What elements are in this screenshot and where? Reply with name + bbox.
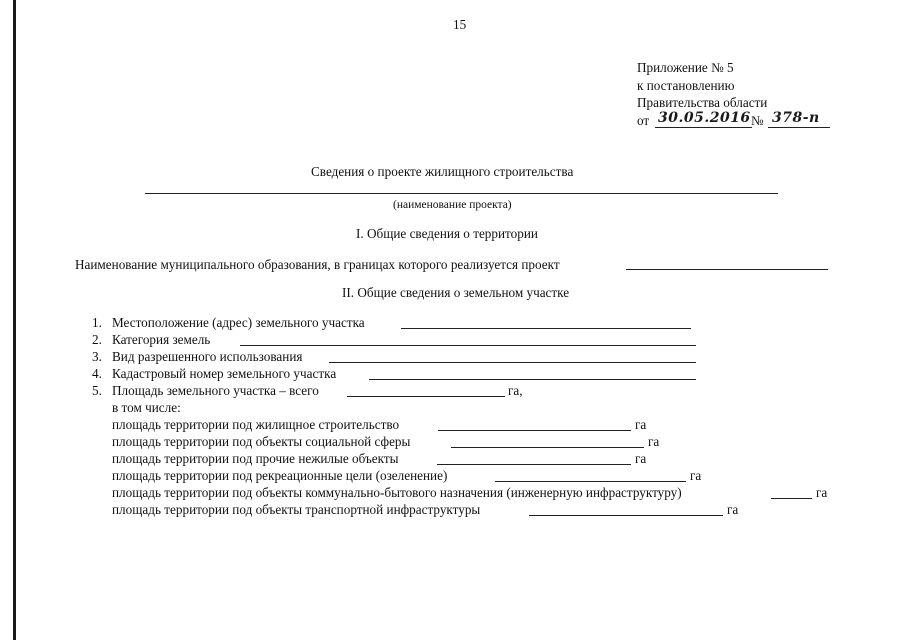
recreation-area-label: площадь территории под рекреационные цели (озеленение): [112, 468, 448, 483]
location-label: Местоположение (адрес) земельного участка: [112, 315, 365, 330]
permitted-use-field-line[interactable]: [329, 362, 696, 363]
item-number: 3.: [92, 349, 102, 364]
handwritten-date: 30.05.2016: [658, 110, 751, 126]
page-number: 15: [453, 17, 467, 32]
utility-area-label: площадь территории под объекты коммунально-бытового назначения (инженерную инфраструктуру): [112, 485, 682, 500]
social-area-field-line[interactable]: [451, 447, 644, 448]
transport-area-unit: га: [727, 502, 739, 517]
project-name-caption: (наименование проекта): [393, 199, 512, 211]
item-number: 4.: [92, 366, 102, 381]
total-area-field-line[interactable]: [347, 396, 505, 397]
housing-area-unit: га: [635, 417, 647, 432]
land-category-field-line[interactable]: [240, 345, 696, 346]
total-area-unit: га,: [508, 383, 523, 398]
permitted-use-label: Вид разрешенного использования: [112, 349, 303, 364]
date-underline: [655, 127, 752, 128]
page-left-edge-bar: [13, 0, 16, 640]
document-title: Сведения о проекте жилищного строительства: [311, 164, 574, 179]
non-residential-area-label: площадь территории под прочие нежилые объекты: [112, 451, 399, 466]
utility-area-unit: га: [816, 485, 828, 500]
cadastral-number-field-line[interactable]: [369, 379, 696, 380]
total-area-label: Площадь земельного участка – всего: [112, 383, 319, 398]
housing-area-label: площадь территории под жилищное строительство: [112, 417, 400, 432]
location-field-line[interactable]: [401, 328, 691, 329]
social-area-unit: га: [648, 434, 660, 449]
recreation-area-field-line[interactable]: [495, 481, 686, 482]
appendix-line-3: Правительства области: [637, 95, 768, 110]
appendix-line-2: к постановлению: [637, 78, 735, 93]
appendix-date-prefix: от: [637, 113, 650, 128]
item-number: 1.: [92, 315, 102, 330]
including-label: в том числе:: [112, 400, 181, 415]
social-area-label: площадь территории под объекты социальной сферы: [112, 434, 411, 449]
section-1-heading: I. Общие сведения о территории: [356, 226, 538, 241]
project-name-line[interactable]: [145, 193, 778, 194]
item-number: 2.: [92, 332, 102, 347]
appendix-number-label: №: [751, 113, 764, 128]
municipality-label: Наименование муниципального образования, в границах которого реализуется проект: [75, 257, 560, 272]
transport-area-label: площадь территории под объекты транспортной инфраструктуры: [112, 502, 481, 517]
land-category-label: Категория земель: [112, 332, 211, 347]
housing-area-field-line[interactable]: [438, 430, 631, 431]
section-2-heading: II. Общие сведения о земельном участке: [342, 285, 570, 300]
municipality-field-line[interactable]: [626, 269, 828, 270]
number-underline: [768, 127, 830, 128]
handwritten-number: 378-п: [772, 110, 820, 126]
appendix-line-1: Приложение № 5: [637, 60, 734, 75]
item-number: 5.: [92, 383, 102, 398]
utility-area-field-line[interactable]: [771, 498, 812, 499]
cadastral-number-label: Кадастровый номер земельного участка: [112, 366, 337, 381]
recreation-area-unit: га: [690, 468, 702, 483]
non-residential-area-unit: га: [635, 451, 647, 466]
non-residential-area-field-line[interactable]: [437, 464, 631, 465]
transport-area-field-line[interactable]: [529, 515, 723, 516]
